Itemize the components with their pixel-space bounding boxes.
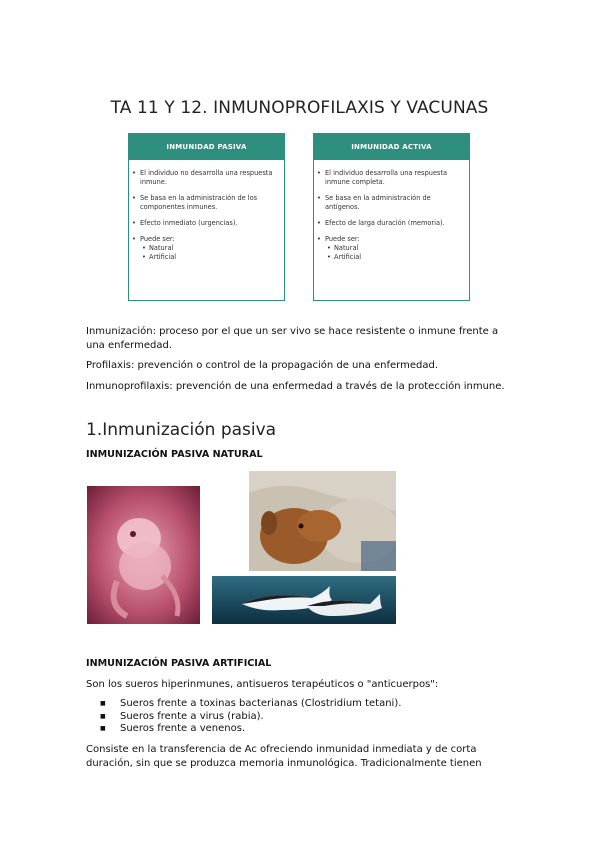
calf-illustration (249, 471, 396, 571)
page-title: TA 11 Y 12. INMUNOPROFILAXIS Y VACUNAS (110, 98, 489, 118)
card-item: • Efecto inmediato (urgencias). (129, 219, 278, 228)
card-item-text: Puede ser: (140, 235, 175, 243)
fetus-illustration (87, 486, 200, 624)
closing-paragraph: Consiste en la transferencia de Ac ofreciendo inmunidad inmediata y de corta duración, sin que se produzca memoria inmunológica. Tradicionalmente tienen (86, 744, 482, 769)
card-item (129, 235, 278, 262)
definition-inmunoprofilaxis: Inmunoprofilaxis: prevención de una enfermedad a través de la protección inmune. (86, 381, 505, 392)
card-heading: INMUNIDAD ACTIVA (314, 134, 469, 160)
subsection-heading-natural: INMUNIZACIÓN PASIVA NATURAL (86, 449, 263, 460)
card-item: • El individuo desarrolla una respuesta inmune completa. (314, 169, 463, 187)
active-immunity-card (313, 133, 470, 301)
sera-list (100, 698, 401, 736)
section-heading: 1.Inmunización pasiva (86, 420, 277, 440)
card-list (129, 169, 284, 262)
card-sublist (140, 244, 278, 262)
artificial-intro: Son los sueros hiperinmunes, antisueros terapéuticos o "anticuerpos": (86, 679, 439, 690)
card-item: • Efecto de larga duración (memoria). (314, 219, 463, 228)
card-subitem: • Natural (140, 244, 278, 253)
calf-nursing-image (249, 471, 396, 571)
card-sublist (325, 244, 463, 262)
subsection-heading-artificial: INMUNIZACIÓN PASIVA ARTIFICIAL (86, 658, 272, 669)
passive-immunity-card (128, 133, 285, 301)
card-heading: INMUNIDAD PASIVA (129, 134, 284, 160)
card-item: • El individuo no desarrolla una respuesta inmune. (129, 169, 278, 187)
card-item-text: Puede ser: (325, 235, 360, 243)
list-item: ■ Sueros frente a toxinas bacterianas (Clostridium tetani). (100, 698, 401, 711)
card-item: • Se basa en la administración de antígenos. (314, 194, 463, 212)
card-item (314, 235, 463, 262)
fetus-image (87, 486, 200, 624)
definition-profilaxis: Profilaxis: prevención o control de la propagación de una enfermedad. (86, 360, 439, 371)
dolphins-image (212, 576, 396, 624)
list-item: ■ Sueros frente a venenos. (100, 723, 401, 736)
dolphins-illustration (212, 576, 396, 624)
definition-inmunizacion: Inmunización: proceso por el que un ser vivo se hace resistente o inmune frente a una enfermedad. (86, 326, 499, 351)
card-subitem: • Artificial (325, 253, 463, 262)
list-item: ■ Sueros frente a virus (rabia). (100, 711, 401, 724)
card-subitem: • Artificial (140, 253, 278, 262)
card-item: • Se basa en la administración de los componentes inmunes. (129, 194, 278, 212)
card-list (314, 169, 469, 262)
card-subitem: • Natural (325, 244, 463, 253)
